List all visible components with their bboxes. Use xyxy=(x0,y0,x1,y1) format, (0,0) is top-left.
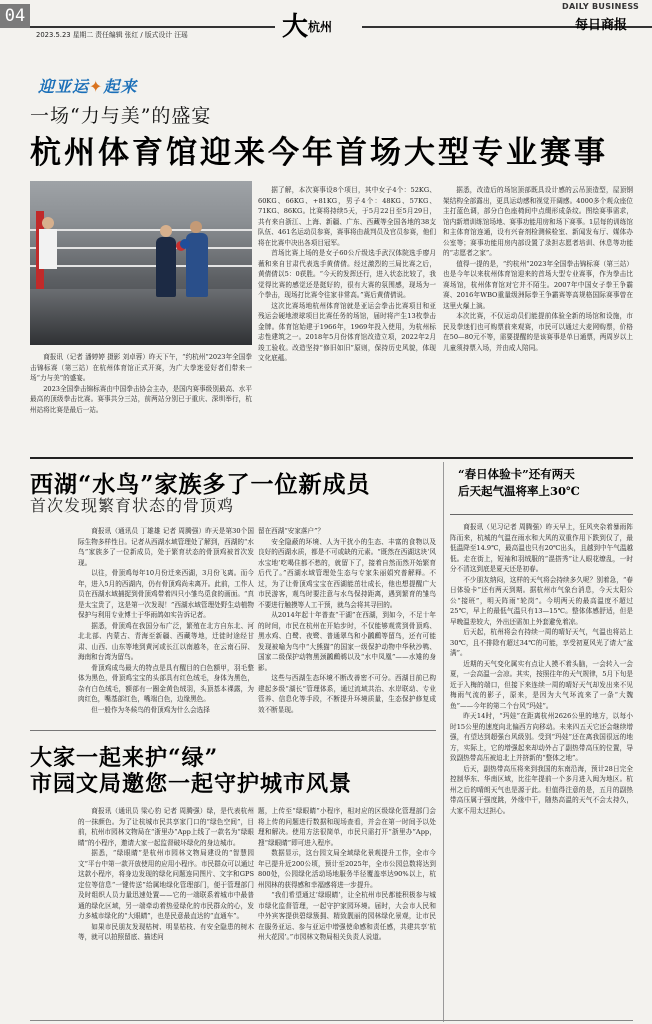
kicker-part-a: 迎亚运 xyxy=(38,77,90,96)
paragraph: 这些与西湖生态环境不断改善密不可分。西湖目前已构建起多级“湖长”管理体系，通过流域共治、水岸联动、专业管养、信息化等手段，不断提升环境质量，生态保护修复成效不断显现。 xyxy=(258,674,436,714)
story1-column-2 xyxy=(258,185,436,364)
story2-column-1 xyxy=(78,526,254,715)
paragraph: 骨顶鸡成鸟最大的特点是具有醒目的白色额甲，羽毛整体为黑色，骨顶鸡宝宝的头部具有红色绒毛，身体为黑色，杂有白色绒毛，额部有一圈金黄色绒羽，头顶基本裸露，为肉红色，嘴基部红色，嘴端白色，边缘黑色。 xyxy=(78,663,254,703)
paragraph: 安全隐蔽的环境、人为干扰小的生态、丰富的食物以及良好的西湖水质，都是不可或缺的元素。“既然在西湖这块‘风水宝地’吃喝住都不愁的，就留下了，接着自然而然开始繁育后代了。”西湖水域管理处生态与专家朱丽娟究普解释。不过，为了让骨顶鸡宝宝在西湖能茁壮成长，他也想提醒广大市民游客，观鸟时要注意与水鸟保持距离，遇到繁育的雏鸟不要进行触摸等人工干预，就鸟会将其寻回的。 xyxy=(258,537,436,609)
story1-column-3 xyxy=(443,185,633,353)
story3-column-2 xyxy=(258,806,436,943)
paragraph: 据了解，本次赛事设8个项目，其中女子4个：52KG、60KG、66KG、+81KG，男子4个：48KG、57KG、71KG、86KG。比赛将持续5天，于5月22日至5月29日，共有来自浙江、上海、新疆、广东、西藏等全国各地的38支队伍、461名运动员参赛，赛事将由裁判员及官员参赛，他们将在比赛中决出各项目冠军。 xyxy=(258,186,436,247)
paragraph: “我们希望通过‘绿眼睛’，让全杭州市民都能积极参与城市绿化监督管理，一起守护家园环境。届时，大会市人民和中外宾客提供碧绿簇拥、精致靓丽的园林绿化景观，让市民在服务亚运、参与亚运中增强使命感和责任感，共建共享‘杭州大花园’。”市园林文物局相关负责人说道。 xyxy=(258,891,436,941)
paragraph: 值得一提的是，“约杭州”2023年全国拳击锦标赛（第三站）也是今年以来杭州体育馆迎来的首场大型专业赛事，作为拳击比赛场馆，杭州体育馆对它并不陌生。2007年中国女子拳王争霸赛、2016年WBO重量级洲际拳王争霸赛等高规格国际赛事曾在这里火爆上演。 xyxy=(443,259,633,310)
header-meta: 2023.5.23 星期二 责任编辑 张红 / 版式设计 汪瑶 xyxy=(36,31,188,39)
boxer-head xyxy=(190,221,202,233)
header-rule xyxy=(30,26,275,28)
story3-headline-line2: 市园文局邀您一起守护城市风景 xyxy=(30,771,353,797)
ring-rope xyxy=(30,247,252,249)
section-divider xyxy=(30,730,436,731)
paragraph: 据悉，改造后的场馆顶部既具设计感的云吊顶造型，屋顶钢架结构全部露出，更具运动感和视觉开阔感。4000多个观众座位主打蓝色调，部分白色座椅间中点缀形成条纹。图绘赛事需求，馆内新增训练馆场地、赛事功能用房和场下赛事。1层每的训练馆和主体育馆连通，设有兴奋剂检测候检室、新闻发布厅、媒体办公室等；赛事功能用房内部设置了录担志愿者培训、休息等功能的“志愿者之家”。 xyxy=(443,186,633,257)
paragraph: 从2014年起十年普查“干湖”在西湖，到如今，不足十年的时间，市民在杭州在开始步时，不仅能够观赏到骨顶鸡、黑水鸡、白鹭、夜鹭、普通翠鸟和小鸊鷉等留鸟，还有可能发现被喻为鸟中“大熊猫”的国家一级保护动物中华秋沙鸭、国家二级保护动物黑颈鸊鷉鹈以及“水中凤凰”——水雉的身影。 xyxy=(258,611,436,672)
kicker-torch-icon: ✦ xyxy=(89,77,104,96)
paragraph: 留在西湖“安家落户”？ xyxy=(258,527,325,535)
ring-floor xyxy=(30,289,252,345)
weather-column xyxy=(450,522,633,816)
paragraph: 据悉，骨顶鸡在我国分布广泛，繁殖在北方自东北、河北北部、内蒙古、青海至新疆、西藏等地，迁徙时途经甘肃、山西、山东等地到黄河或长江以南越冬，在云南石屏、海南和台湾为留鸟。 xyxy=(78,621,254,661)
referee xyxy=(39,229,57,269)
paper-name-cn: 每日商报 xyxy=(575,18,628,33)
paragraph: 首场比赛上场的是女子60公斤级选手武汉体院选手廖月薇和来自甘肃代表选手黄倩倩。经过激烈的三局比赛之后，黄倩倩以5：0获胜。“今天的发挥还行，进入状态比较了，我觉得比赛的感觉还是挺好的，很有大赛的氛围感，现场为一个拳击，现场打比赛令往家非常高。”赛后黄倩倩说。 xyxy=(258,249,436,299)
story2-subhead: 首次发现繁育状态的骨顶鸡 xyxy=(30,496,235,515)
paragraph: 以往，骨顶鸡每年10月份迁来西湖，3月份飞离。而今年，进入5月的西湖内，仍有骨顶鸡尚未离开。此前，工作人员在西湖水域捕捉到骨顶鸡带着四只小雏鸟觅食的画面。“真是太宝贵了，这是第一次发现！”西湖水域管理处野生动植物保护与利用专业博士于华雨鸽如实告诉记者。 xyxy=(78,569,254,619)
column-kicker xyxy=(38,74,137,97)
section-name: 杭州 xyxy=(308,20,333,34)
paragraph: 商报讯（通讯员 丁雄雄 记者 周腾强）昨天是第30个国际生物多样性日。记者从西湖水域管理处了解到，西湖的“水鸟”家族多了一位新成员，处于繁育状态的骨顶鸡被首次发现。 xyxy=(78,527,254,567)
kicker-part-b: 起来 xyxy=(103,77,138,96)
paragraph: 不少朋友纳闷，这样的天气将会持续多久呢？别着急，“春日体验卡”还有两天到期。据杭州市气象台消息，今天太阳公公“接班”，明天阵雨“轮岗”。今明两天的最高温度不超过25℃，早上的最低气温只有13—15℃。整体体感舒适，但是早晚温差较大，外出还需加上外套避免着凉。 xyxy=(450,575,633,626)
story2-column-2 xyxy=(258,526,436,715)
paragraph: 商报讯（见习记者 周腾强）昨天早上，狂风夹杂着暴雨阵阵而来，杭城的气温在雨水和大风的双重作用下跌到仅了，最低温降至14.9℃，最高温也只有20℃出头，且越到中午气温越低。走在街上，短袖和羽绒服的“混搭秀”让人眼花缭乱，一时分不清这到底是夏天还是初春。 xyxy=(450,523,633,573)
paragraph: 据悉，“绿眼睛”是杭州市园林文物局建设的“智慧园文”平台中第一款开放使用的应用小程序。市民群众可以通过这款小程序，将身边发现的绿化问题连同图片、文字和GPS定位等信息“一键传送”给属地绿化管理部门，便于管理部门及时组织人员力量迅速处置——它的一端联系着城市中最普通的绿化区域，另一端牵动着热爱绿化的市民群众的心，发力多城市绿化的“大眼睛”，也是民意最直达的“直通车”。 xyxy=(78,849,254,920)
paragraph: 昨天14时，“玛娃”在距离杭州2626公里的地方，以每小时15公里的速度向北偏西方向移动。未来四五天它还会继续增强，有望达到超强台风级别。受到“玛娃”还在离我国很远的地方，实际上，它的增强起来却动外占了副热带高压的位置，导致副热带高压被迫北上并挤新的“整体之地”。 xyxy=(450,712,633,762)
paragraph: 商报讯（通讯员 梁心豹 记者 周腾强）绿，是代表杭州的一抹颜色。为了让杭城市民共享家门口的“绿色空间”，目前，杭州市园林文物局在“浙里办”App上线了一款名为“绿眼睛”的小程序，邀请大家一起监督破坏绿化的身边城市。 xyxy=(78,807,254,847)
boxer-head xyxy=(160,225,172,237)
section-mark: 大 xyxy=(282,12,309,42)
story1-column-1 xyxy=(30,352,252,415)
story2-headline: 西湖“水鸟”家族多了一位新成员 xyxy=(30,471,371,498)
paragraph: 后天起，杭州将会有持续一周的晴好天气，气温也将站上30℃，且不排除有超过34℃的可能，享受初夏风光了请大“盆满”。 xyxy=(450,628,633,657)
paragraph: 后天，副热带高压将来到我国的东南沿海，预计28日完全控制华东、华南区域，比往年提前一个多月进入闽为地区。杭州之后的晴朗天气也是源于此。但值得注意的是，五月的副热带高压属于强度跳，外缘中干，随热高温的天气不会太持久，大家不用太过担心。 xyxy=(450,764,633,815)
ring-rope xyxy=(30,265,252,267)
story1-headline: 杭州体育馆迎来今年首场大型专业赛事 xyxy=(30,135,608,171)
paragraph: 这次比赛场地杭州体育馆就是亚运会拳击比赛项目和亚残运会硬地滚球项目比赛任务的场馆，届时将产生13枚拳击金牌。体育馆始建于1966年，1969年投入使用，为杭州标志性建筑之一。2018年5月份体育馆改造立项，2022年2月竣工验收。改造坚持“修旧如旧”原则，保持历史风貌，体现文化底蕴。 xyxy=(258,301,436,362)
bottom-rule xyxy=(30,1020,633,1021)
paragraph: 题，上传至“绿眼睛”小程序，相对应的区级绿化管理部门会将上传的问题进行数据和现场查看，并会在第一时间予以处理和解决。使用方法很简单，市民只需打开“浙里办”App，搜“绿眼睛”即可进入程序。 xyxy=(258,807,436,847)
paragraph: 商报讯（记者 潘婷婷 摄影 刘卓蓉）昨天下午，“约杭州”2023年全国拳击锦标赛（第三站）在杭州体育馆正式开赛，为广大拳迷爱好者们带来一场“力与美”的盛宴。 xyxy=(30,353,252,382)
boxer-red xyxy=(156,237,176,297)
paragraph: 近期的天气变化属实有点让人摸不着头脑，一会转入一会夏，一会高温一会凉。其实，按照往年的天气规律，5月下旬是近于入梅的端口，但接下来连续一周的晴好天气却发出来不见梅雨气流的影子，原来，是因为大气环流来了一条“大魏鱼”——今年的第二个台风“玛娃”。 xyxy=(450,659,633,710)
ring-rope xyxy=(30,229,252,231)
section-divider xyxy=(30,457,633,459)
story1-subhead: 一场“力与美”的盛宴 xyxy=(30,105,212,127)
page-number: 04 xyxy=(0,4,30,28)
referee-head xyxy=(42,217,54,229)
paragraph: 本次比赛，不仅运动员们能提前体验全新的场馆和设施，市民及拳迷们也可购票前来观赛，市民可以通过大麦网购票，价格在50—80元不等，需要提醒的是该赛事是单日通票，两周岁以上儿童须持票入场，并由成人陪同。 xyxy=(443,312,633,352)
paper-name-en: DAILY BUSINESS xyxy=(562,2,640,11)
paragraph: 数据显示，这台园文局全域绿化景观提升工作，全市今年已提升近200公顷，预计至2025年，全市公园总数将达到800处，公园绿化活动场地服务半径覆盖率达90%以上，杭州园林的获得感和幸福感将进一步提升。 xyxy=(258,849,436,889)
weather-headline-line2: 后天起气温将率上30℃ xyxy=(458,484,580,498)
weather-headline-line1: “春日体验卡”还有两天 xyxy=(458,467,575,481)
paragraph: 但一般作为冬候鸟的骨顶鸡为什么会选择 xyxy=(91,705,210,714)
boxing-glove xyxy=(180,239,190,249)
paragraph: 2023全国拳击锦标赛由中国拳击协会主办，是国内赛事级别最高、水平最高的顶级拳击比赛。赛事共分三站，前两站分别已于重庆、深圳举行，杭州站将比赛是最后一站。 xyxy=(30,384,252,414)
boxing-match-photo xyxy=(30,181,252,345)
story3-headline-line1: 大家一起来护“绿” xyxy=(30,745,219,771)
story3-column-1 xyxy=(78,806,254,943)
paragraph: 如果市民朋友发现枯树、明显枯枝、有安全隐患的树木等，就可以拍照留底、描述问 xyxy=(78,922,254,941)
